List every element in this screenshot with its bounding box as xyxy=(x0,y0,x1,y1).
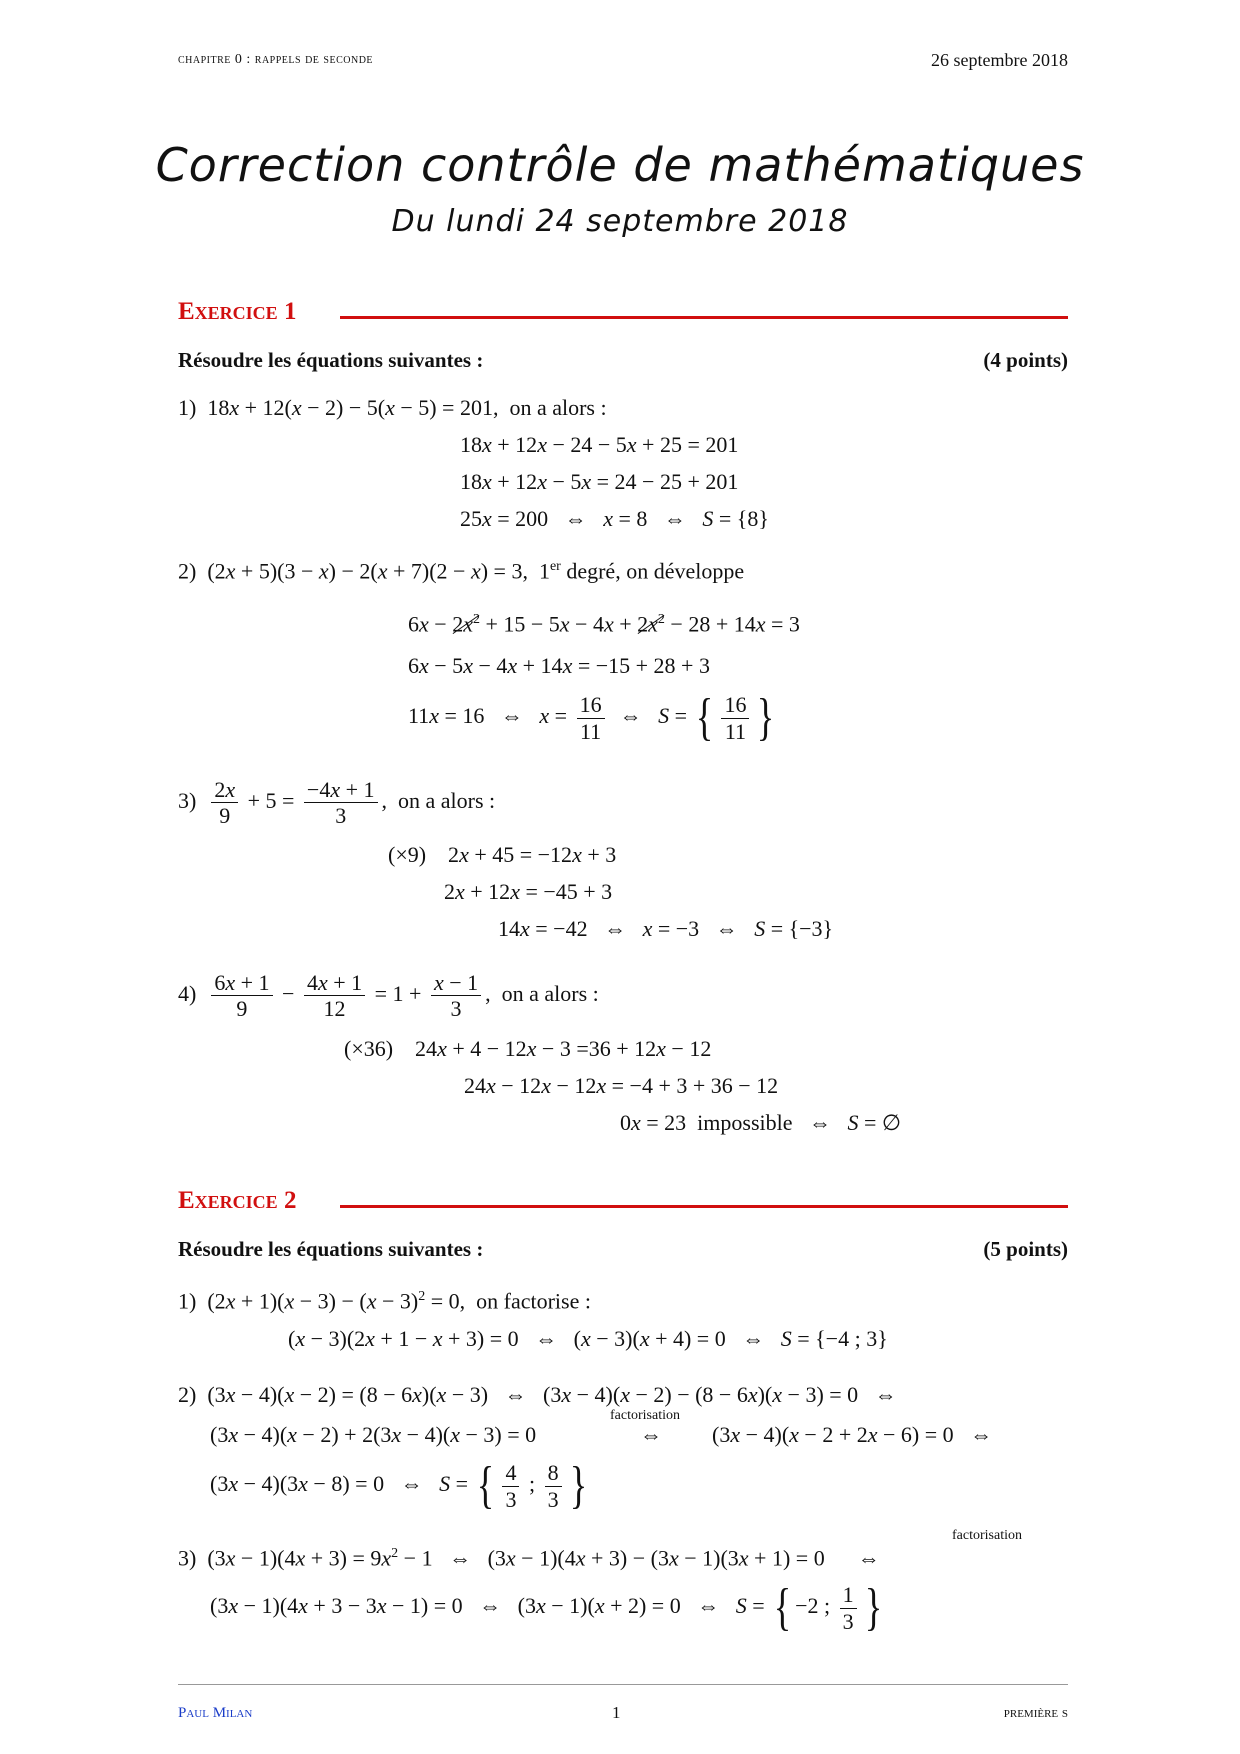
footer-author: Paul Milan xyxy=(178,1705,253,1721)
ex1-q1-step3: 25x = 200 ⇔ x = 8 ⇔ S = {8} xyxy=(460,506,769,531)
ex2-q3: 3) $(3x - 1)(4x + 3) = 9x^2 - 1$ ⇔ (3x − 1)(4x + 3) − (3x − 1)(3x + 1) = 0 ⇔ xyxy=(178,1545,880,1571)
ex2-q2-factorisation-note: factorisation xyxy=(610,1408,680,1423)
header-date: 26 septembre 2018 xyxy=(931,50,1068,70)
ex2-q2-step2: (3x − 4)(3x − 8) = 0 ⇔ S = { $\frac{4}{3}$ ; $\frac{8}{3}$ } xyxy=(210,1457,587,1514)
ex2-q3-factorisation-note: factorisation xyxy=(952,1528,1022,1543)
ex1-q1: 1) 18x + 12(x − 2) − 5(x − 5) = 201, on a alors : xyxy=(178,395,607,420)
ex2-q2-step1a: (3x − 4)(x − 2) + 2(3x − 4)(x − 3) = 0 xyxy=(210,1422,537,1447)
ex2-q1: 1) $(2x + 1)(x - 3) - (x - 3)^2 = 0$, on factorise : xyxy=(178,1288,591,1314)
ex2-q1-step1: (x − 3)(2x + 1 − x + 3) = 0 ⇔ (x − 3)(x + 4) = 0 ⇔ S = {−4 ; 3} xyxy=(288,1326,888,1351)
ex1-q2-step2: 6x − 5x − 4x + 14x = −15 + 28 + 3 xyxy=(408,653,710,678)
ex1-q4-step1: (×36) 24x + 4 − 12x − 3 =36 + 12x − 12 xyxy=(344,1036,712,1061)
ex1-q3: 3) $\frac{2x}{9}$ + 5 = $\frac{-4x + 1}{3}$ , on a alors : xyxy=(178,777,496,829)
page-subtitle: Du lundi 24 septembre 2018 xyxy=(391,204,849,239)
ex1-q2-step1: $6x - 2x^2 + 15 - 5x - 4x + 2x^2 - 28 + 14x = 3$ xyxy=(408,611,800,637)
ex1-q1-step2: 18x + 12x − 5x = 24 − 25 + 201 xyxy=(460,469,739,494)
ex1-q2: 2) (2x + 5)(3 − x) − 2(x + 7)(2 − x) = 3, 1er degré, on développe xyxy=(178,558,745,584)
footer-page-number: 1 xyxy=(612,1703,621,1722)
footer-class: première s xyxy=(1003,1705,1068,1721)
exercise-2-instruction: Résoudre les équations suivantes : xyxy=(178,1237,484,1261)
ex1-q4: 4) $\frac{6x + 1}{9}$ − $\frac{4x + 1}{12}$ = 1 + $\frac{x - 1}{3}$ , on a alors : xyxy=(178,970,599,1022)
ex2-q2: 2) (3x − 4)(x − 2) = (8 − 6x)(x − 3) ⇔ (3x − 4)(x − 2) − (8 − 6x)(x − 3) = 0 ⇔ xyxy=(178,1382,897,1407)
chapter-header: chapitre 0 : rappels de seconde xyxy=(178,52,374,67)
ex1-q1-step1: 18x + 12x − 24 − 5x + 25 = 201 xyxy=(460,432,739,457)
ex1-q4-step3: 0x = 23 impossible ⇔ S = ∅ xyxy=(620,1110,902,1135)
ex2-q2-step1b: (3x − 4)(x − 2 + 2x − 6) = 0 ⇔ xyxy=(712,1422,993,1447)
exercise-1-heading: Exercice 1 xyxy=(178,298,297,325)
exercise-1-points: (4 points) xyxy=(983,348,1068,372)
footer-rule xyxy=(178,1684,1068,1685)
ex2-q3-step1: (3x − 1)(4x + 3 − 3x − 1) = 0 ⇔ (3x − 1)(x + 2) = 0 ⇔ S = { −2 ; $\frac{1}{3}$ } xyxy=(210,1579,882,1636)
ex1-q4-step2: 24x − 12x − 12x = −4 + 3 + 36 − 12 xyxy=(464,1073,779,1098)
ex1-q3-step2: 2x + 12x = −45 + 3 xyxy=(444,879,613,904)
exercise-2-points: (5 points) xyxy=(983,1237,1068,1261)
ex1-q3-step1: (×9) 2x + 45 = −12x + 3 xyxy=(388,842,617,867)
ex1-q3-step3: 14x = −42 ⇔ x = −3 ⇔ S = {−3} xyxy=(498,916,834,941)
exercise-2-rule xyxy=(340,1205,1068,1208)
exercise-2-heading: Exercice 2 xyxy=(178,1187,297,1214)
exercise-1-rule xyxy=(340,316,1068,319)
page-title: Correction contrôle de mathématiques xyxy=(155,138,1085,192)
exercise-1-instruction: Résoudre les équations suivantes : xyxy=(178,348,484,372)
ex2-q2-equiv: ⇔ xyxy=(640,1422,662,1447)
ex1-q2-step3: 11x = 16 ⇔ x = $\frac{16}{11}$ ⇔ S = { $\frac{16}{11}$ } xyxy=(408,689,775,746)
